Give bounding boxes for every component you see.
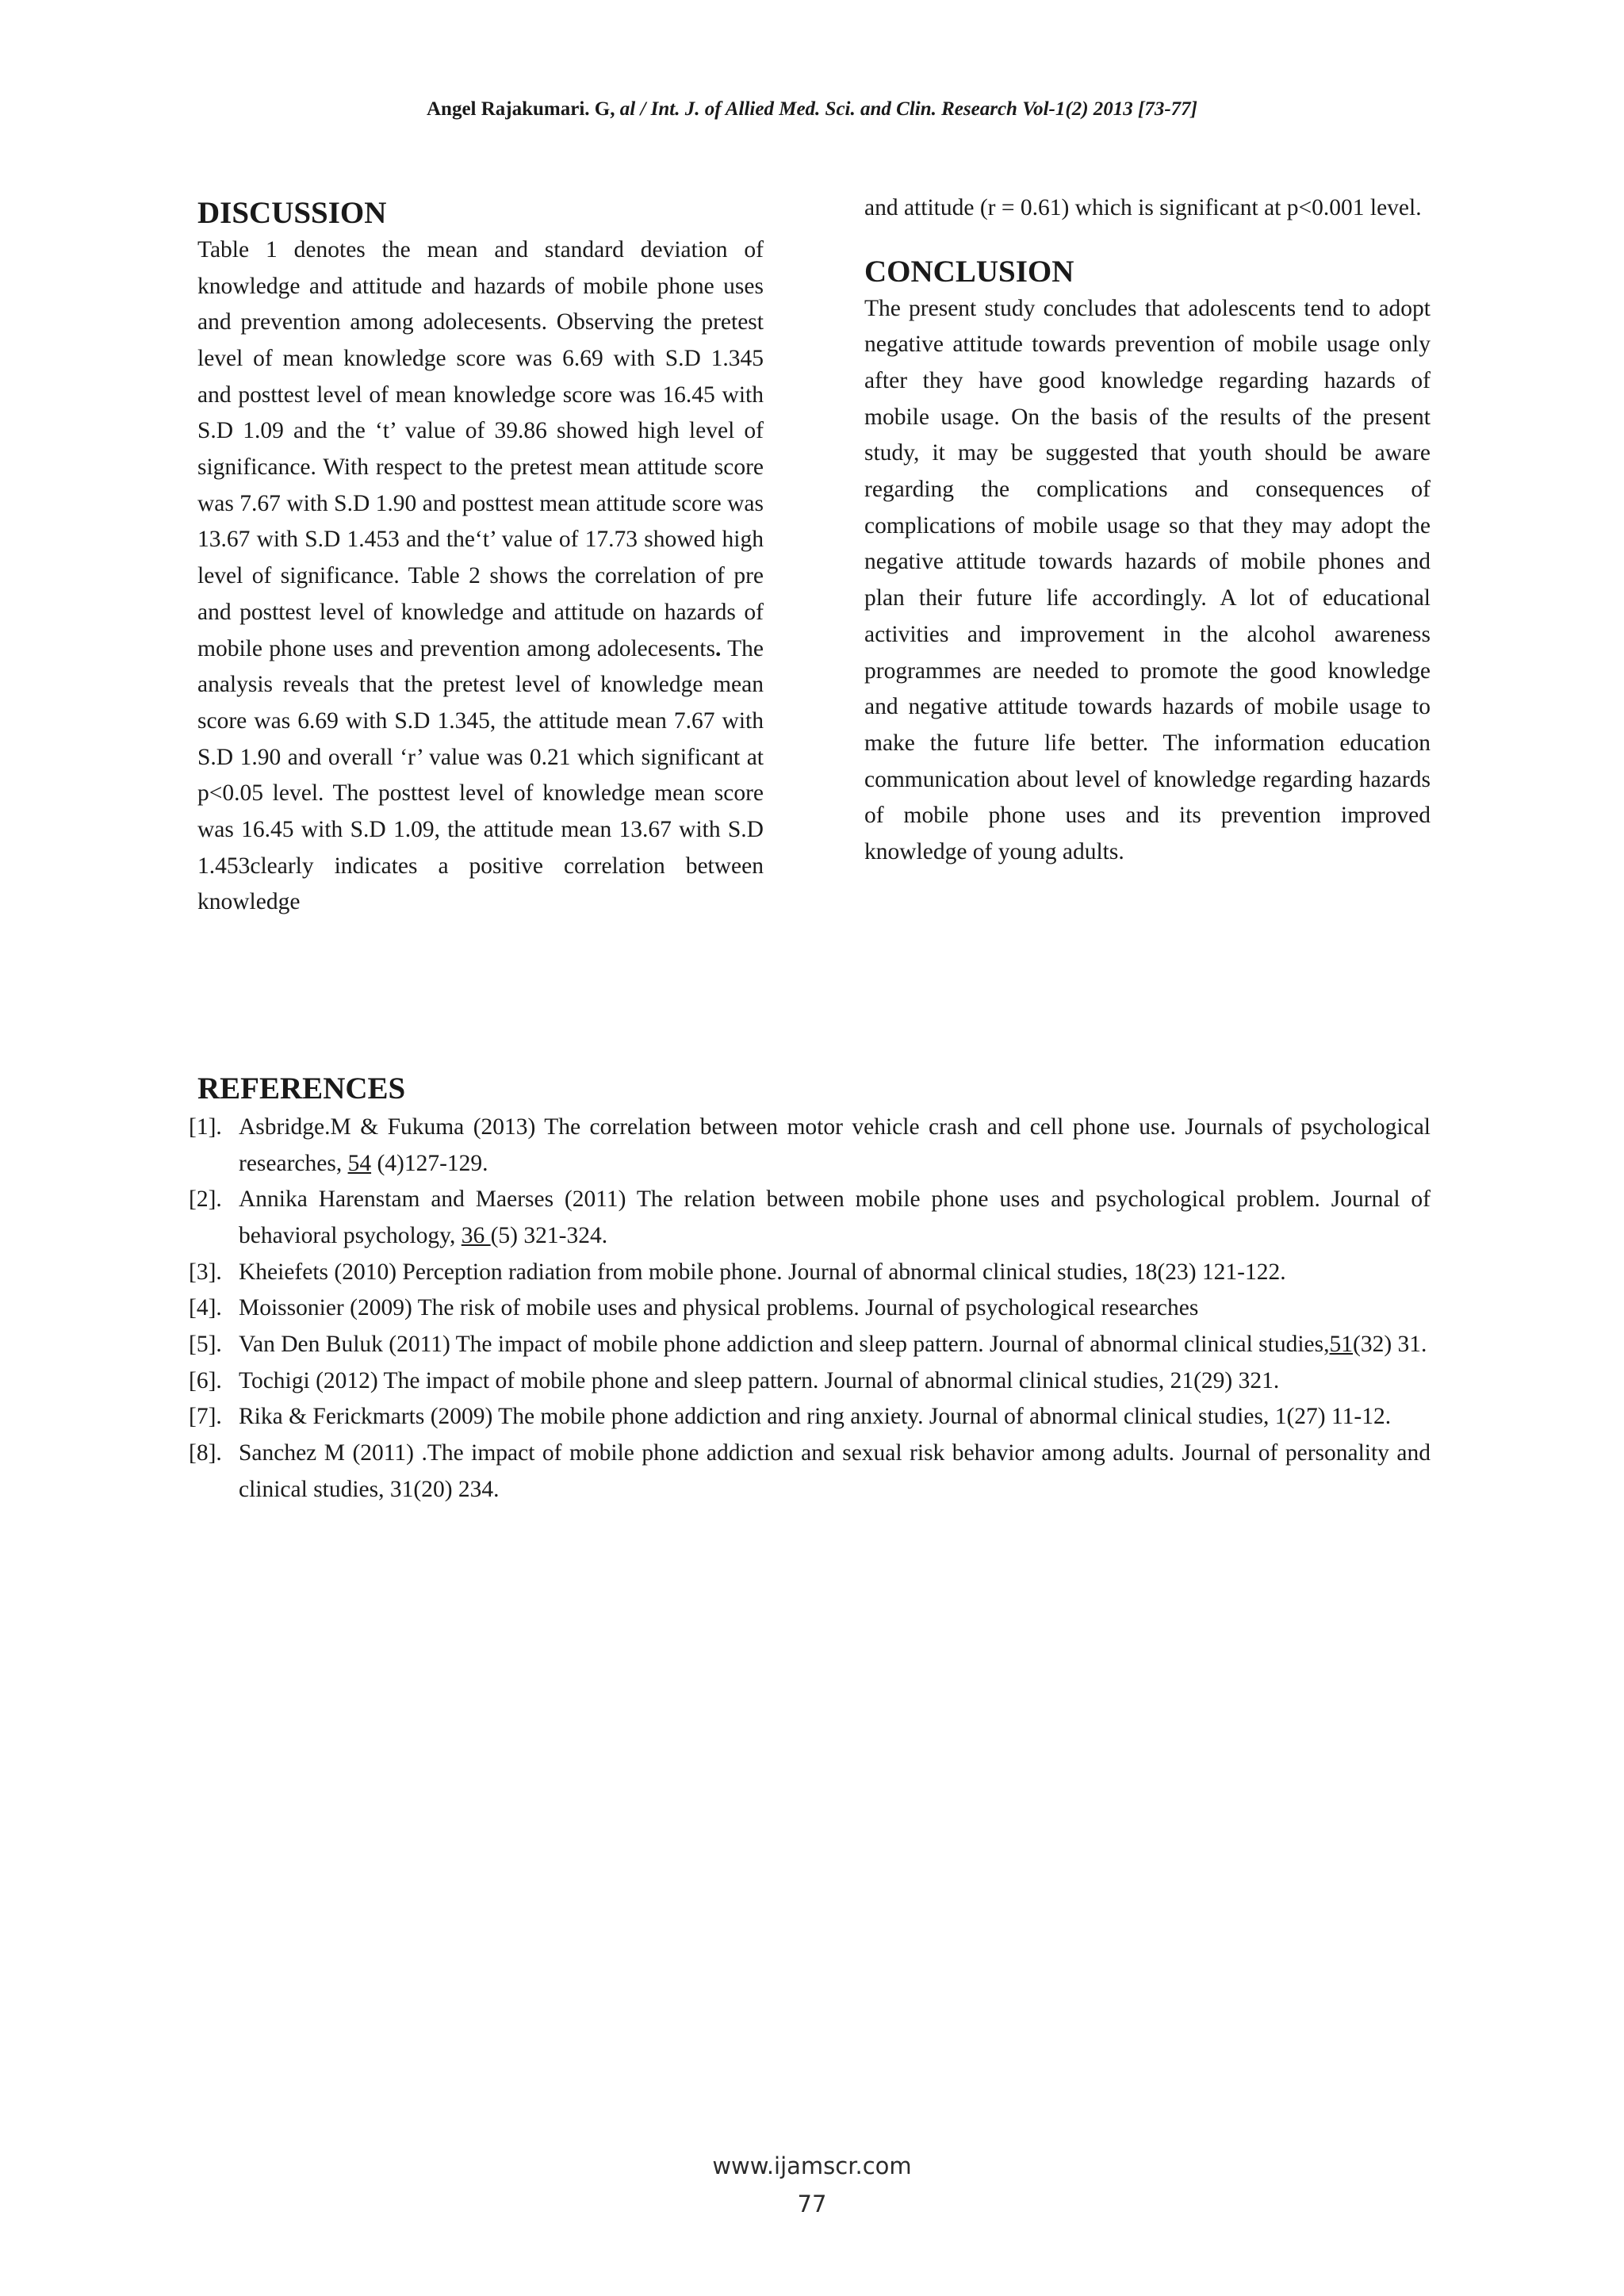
reference-item — [190, 1399, 1431, 1435]
reference-volume: 36 — [461, 1222, 491, 1248]
reference-volume: 54 — [347, 1150, 372, 1176]
discussion-bold-period: . — [714, 635, 722, 661]
reference-item — [190, 1363, 1431, 1400]
reference-text: Asbridge.M & Fukuma (2013) The correlation between motor vehicle crash and cell phone use. Journals of psychological researches, — [239, 1114, 1431, 1176]
reference-list — [189, 1110, 1431, 1508]
reference-item — [190, 1290, 1431, 1327]
reference-text: Moissonier (2009) The risk of mobile uses and physical problems. Journal of psychological researches — [239, 1295, 1199, 1321]
reference-text: Tochigi (2012) The impact of mobile phone and sleep pattern. Journal of abnormal clinical studies, 21(29) 321. — [239, 1367, 1280, 1393]
reference-number: [7]. — [189, 1404, 222, 1430]
discussion-continued: and attitude (r = 0.61) which is significant at p<0.001 level. — [864, 195, 1422, 220]
reference-volume: 51 — [1329, 1332, 1353, 1358]
page-number: 77 — [797, 2191, 827, 2217]
reference-pages: (4)127-129. — [371, 1150, 488, 1176]
header-author: Angel Rajakumari. G, — [427, 98, 615, 120]
reference-number: [4]. — [189, 1295, 222, 1321]
reference-text: Annika Harenstam and Maerses (2011) The relation between mobile phone uses and psychological problem. Journal of behavioral psychology, — [239, 1186, 1431, 1248]
reference-number: [1]. — [189, 1114, 222, 1140]
references-heading: REFERENCES — [197, 1071, 406, 1106]
reference-item — [190, 1255, 1431, 1291]
discussion-text-b: The analysis reveals that the pretest level of knowledge mean score was 6.69 with S.D 1.345, the attitude mean 7.67 with S.D 1.90 and overall ‘r’ value was 0.21 which significant at p<0.05 level. The posttest level of knowledge mean score was 16.45 with S.D 1.09, the attitude mean 13.67 with S.D 1.453clearly indicates a positive correlation between knowledge — [197, 635, 764, 915]
conclusion-heading: CONCLUSION — [864, 254, 1074, 289]
reference-text: Rika & Ferickmarts (2009) The mobile phone addiction and ring anxiety. Journal of abnormal clinical studies, 1(27) 11-12. — [239, 1404, 1392, 1430]
reference-text: Sanchez M (2011) .The impact of mobile phone addiction and sexual risk behavior among adults. Journal of personality and clinical studies, 31(20) 234. — [239, 1440, 1431, 1502]
header-journal: al / Int. J. of Allied Med. Sci. and Clin. Research Vol-1(2) 2013 [73-77] — [619, 98, 1197, 120]
reference-number: [8]. — [189, 1440, 222, 1466]
reference-item — [190, 1182, 1431, 1254]
discussion-text-a: Table 1 denotes the mean and standard deviation of knowledge and attitude and hazards of mobile phone uses and prevention among adolecesents. Observing the pretest level of mean knowledge score was 6.69 with S.D 1.345 and posttest level of mean knowledge score was 16.45 with S.D 1.09 and the ‘t’ value of 39.86 showed high level of significance. With respect to the pretest mean attitude score was 7.67 with S.D 1.90 and posttest mean attitude score was 13.67 with S.D 1.453 and the‘t’ value of 17.73 showed high level of significance. Table 2 shows the correlation of pre and posttest level of knowledge and attitude on hazards of mobile phone uses and prevention among adolecesents — [197, 236, 764, 661]
reference-text: Van Den Buluk (2011) The impact of mobile phone addiction and sleep pattern. Journal of abnormal clinical studies, — [239, 1332, 1330, 1358]
reference-item — [190, 1435, 1431, 1508]
right-column — [864, 190, 1431, 871]
reference-text: Kheiefets (2010) Perception radiation from mobile phone. Journal of abnormal clinical studies, 18(23) 121-122. — [239, 1259, 1286, 1285]
reference-pages: (32) 31. — [1353, 1332, 1427, 1358]
reference-item — [190, 1327, 1431, 1363]
left-column — [197, 190, 764, 921]
reference-pages: (5) 321-324. — [490, 1222, 608, 1248]
conclusion-paragraph: The present study concludes that adolescents tend to adopt negative attitude towards prevention of mobile usage only after they have good knowledge regarding hazards of mobile usage. On the basis of the results of the present study, it may be suggested that youth should be aware regarding the complications and consequences of complications of mobile usage so that they may adopt the negative attitude towards hazards of mobile phones and plan their future life accordingly. A lot of educational activities and improvement in the alcohol awareness programmes are needed to promote the good knowledge and negative attitude towards hazards of mobile usage to make the future life better. The information education communication about level of knowledge regarding hazards of mobile phone uses and its prevention improved knowledge of young adults. — [864, 295, 1431, 865]
footer-url: www.ijamscr.com — [712, 2152, 912, 2179]
reference-item — [190, 1110, 1431, 1182]
discussion-heading: DISCUSSION — [197, 196, 387, 230]
discussion-paragraph — [197, 232, 764, 921]
reference-number: [2]. — [189, 1186, 222, 1213]
reference-number: [6]. — [189, 1367, 222, 1393]
running-header — [0, 98, 1624, 121]
reference-number: [5]. — [189, 1332, 222, 1358]
reference-number: [3]. — [189, 1259, 222, 1285]
references-section — [189, 1071, 1431, 1508]
